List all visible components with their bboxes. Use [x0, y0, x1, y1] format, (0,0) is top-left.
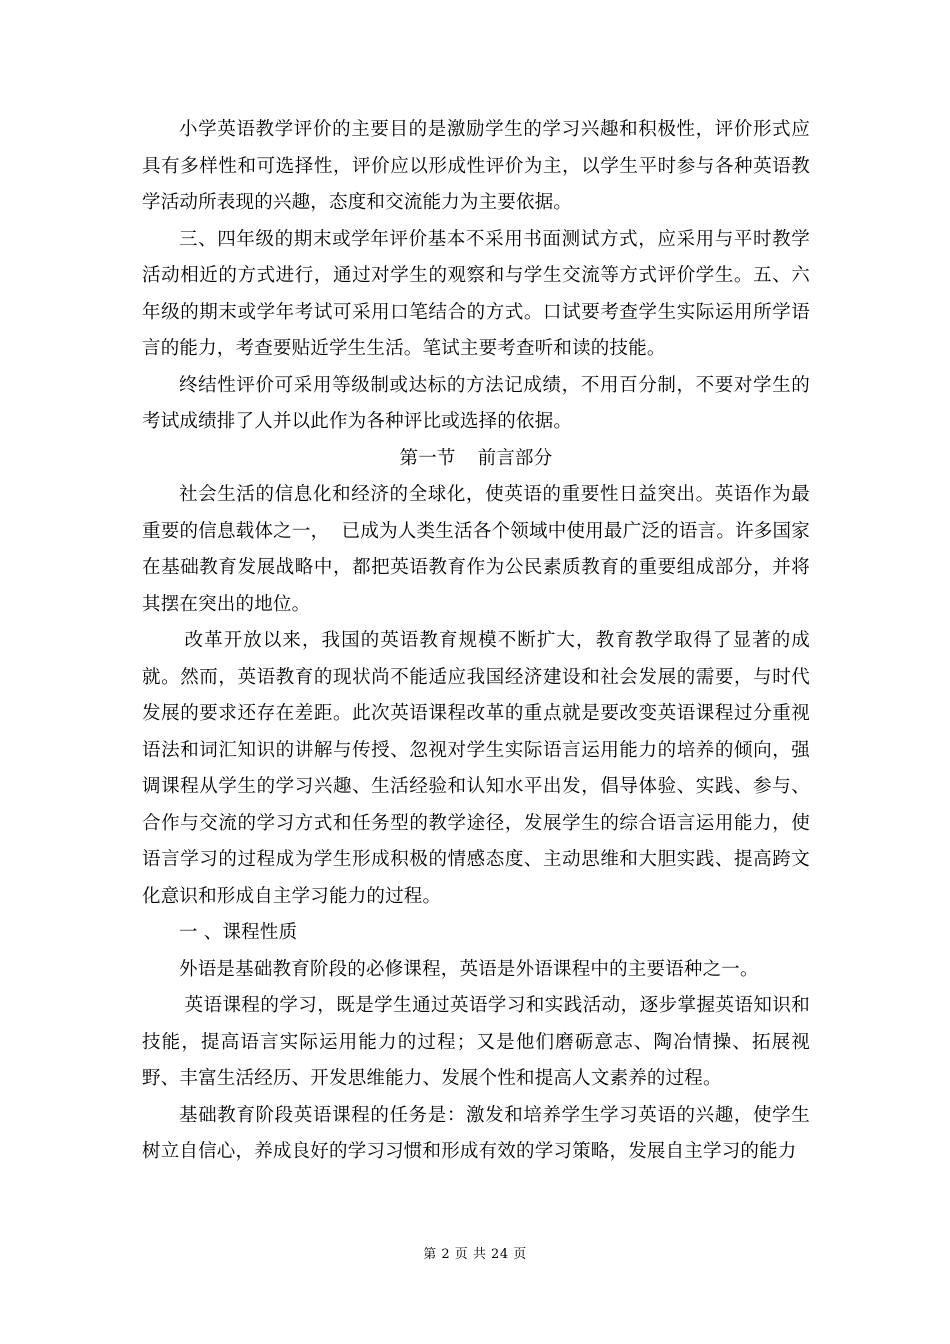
section-heading — [142, 441, 810, 478]
paragraph-grade-evaluation: 三、四年级的期末或学年评价基本不采用书面测试方式，应采用与平时教学活动相近的方式进行，通过对学生的观察和与学生交流等方式评价学生。五、六年级的期末或学年考试可采用口笔结合的方式。口试要考查学生实际运用所学语言的能力，考查要贴近学生生活。笔试主要考查听和读的技能。 — [142, 228, 810, 359]
paragraph-required-course: 外语是基础教育阶段的必修课程，英语是外语课程中的主要语种之一。 — [179, 958, 759, 980]
paragraph-evaluation-purpose: 小学英语教学评价的主要目的是激励学生的学习兴趣和积极性，评价形式应具有多样性和可选择性，评价应以形成性评价为主，以学生平时参与各种英语教学活动所表现的兴趣，态度和交流能力为主要依据。 — [142, 119, 810, 213]
page-footer: 第 2 页 共 24 页 — [423, 1247, 527, 1262]
page-body — [142, 112, 810, 1171]
paragraph-summative-evaluation: 终结性评价可采用等级制或达标的方法记成绩，不用百分制，不要对学生的考试成绩排了人并以此作为各种评比或选择的依据。 — [142, 374, 810, 432]
paragraph-course-task: 基础教育阶段英语课程的任务是：激发和培养学生学习英语的兴趣，使学生树立自信心，养成良好的学习习惯和形成有效的学习策略，发展自主学习的能力 — [142, 1104, 810, 1162]
section-number: 第一节 — [399, 447, 456, 469]
subsection-heading: 一 、课程性质 — [179, 922, 298, 943]
section-title: 前言部分 — [477, 447, 553, 469]
paragraph-globalization: 社会生活的信息化和经济的全球化，使英语的重要性日益突出。英语作为最重要的信息载体之一， 已成为人类生活各个领域中使用最广泛的语言。许多国家在基础教育发展战略中，都把英语教育作为公民素质教育的重要组成部分，并将其摆在突出的地位。 — [142, 484, 810, 615]
paragraph-course-learning: 英语课程的学习，既是学生通过英语学习和实践活动，逐步掌握英语知识和技能，提高语言实际运用能力的过程；又是他们磨砺意志、陶冶情操、拓展视野、丰富生活经历、开发思维能力、发展个性和提高人文素养的过程。 — [142, 995, 810, 1089]
paragraph-reform: 改革开放以来，我国的英语教育规模不断扩大，教育教学取得了显著的成就。然而，英语教育的现状尚不能适应我国经济建设和社会发展的需要，与时代发展的要求还存在差距。此次英语课程改革的重点就是要改变英语课程过分重视语法和词汇知识的讲解与传授、忽视对学生实际语言运用能力的培养的倾向，强调课程从学生的学习兴趣、生活经验和认知水平出发，倡导体验、实践、参与、合作与交流的学习方式和任务型的教学途径，发展学生的综合语言运用能力，使语言学习的过程成为学生形成积极的情感态度、主动思维和大胆实践、提高跨文化意识和形成自主学习能力的过程。 — [142, 630, 810, 907]
